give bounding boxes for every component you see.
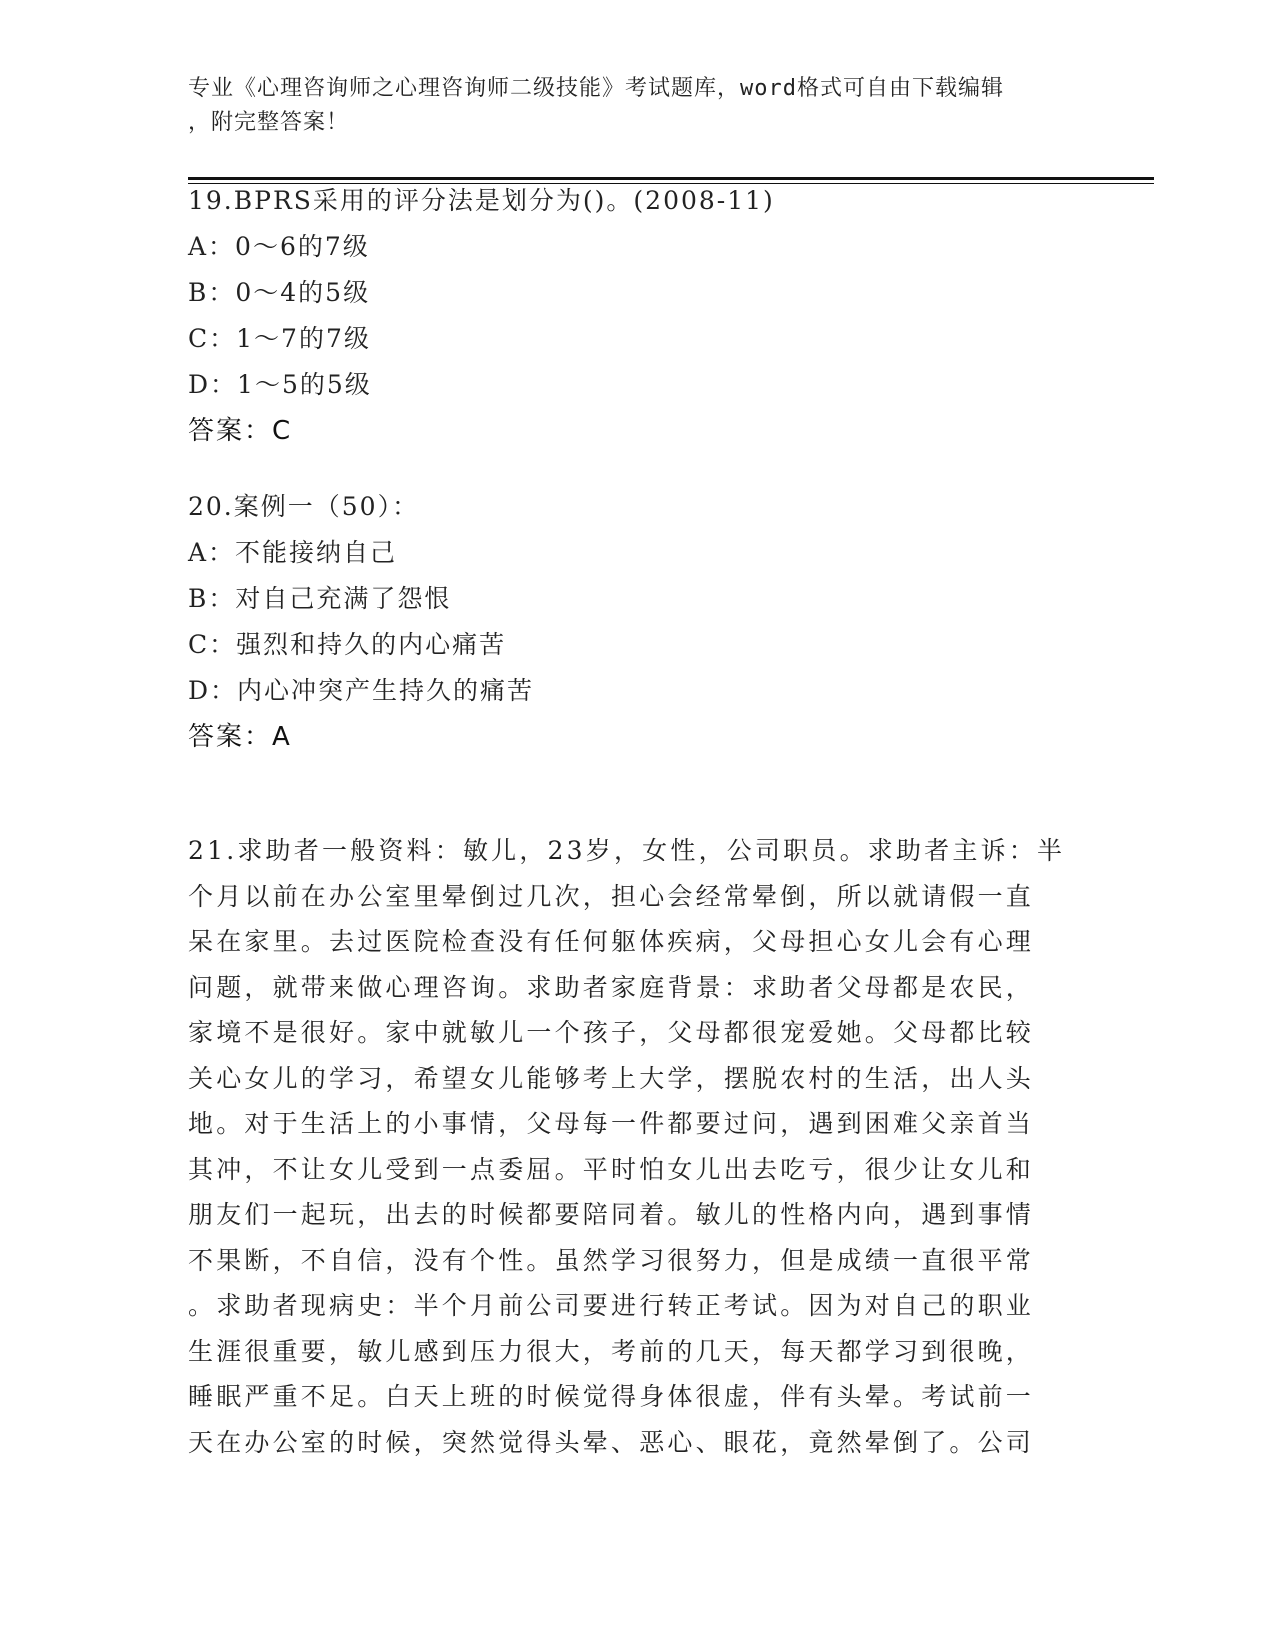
header-line-2: ，附完整答案！ (188, 110, 350, 135)
option-d: D：内心冲突产生持久的痛苦 (188, 676, 535, 705)
answer-label: 答案：C (188, 416, 293, 446)
option-c: C：强烈和持久的内心痛苦 (188, 630, 507, 659)
case-line: 关心女儿的学习，希望女儿能够考上大学，摆脱农村的生活，出人头 (188, 1063, 1035, 1093)
case-line: 。求助者现病史：半个月前公司要进行转正考试。因为对自己的职业 (188, 1291, 1035, 1320)
case-line: 天在办公室的时候，突然觉得头晕、恶心、眼花，竟然晕倒了。公司 (188, 1427, 1035, 1457)
question-21-case-text (188, 828, 1088, 1465)
option-b: B：对自己充满了怨恨 (188, 584, 452, 613)
case-line: 其冲，不让女儿受到一点委屈。平时怕女儿出去吃亏，很少让女儿和 (188, 1154, 1035, 1184)
option-d: D：1～5的5级 (188, 370, 372, 399)
question-stem: 20.案例一（50）： (188, 492, 420, 521)
case-line: 睡眠严重不足。白天上班的时候觉得身体很虚，伴有头晕。考试前一 (188, 1382, 1035, 1411)
case-line: 个月以前在办公室里晕倒过几次，担心会经常晕倒，所以就请假一直 (188, 881, 1035, 911)
header-line-1: 专业《心理咨询师之心理咨询师二级技能》考试题库，word格式可自由下载编辑 (188, 76, 1004, 101)
case-line: 21.求助者一般资料：敏儿，23岁，女性，公司职员。求助者主诉：半 (188, 836, 1066, 865)
question-stem: 19.BPRS采用的评分法是划分为()。(2008-11) (188, 186, 775, 215)
case-line: 不果断，不自信，没有个性。虽然学习很努力，但是成绩一直很平常 (188, 1245, 1035, 1275)
case-line: 问题，就带来做心理咨询。求助者家庭背景：求助者父母都是农民， (188, 972, 1035, 1002)
case-line: 呆在家里。去过医院检查没有任何躯体疾病，父母担心女儿会有心理 (188, 927, 1035, 956)
option-a: A：不能接纳自己 (188, 538, 398, 567)
case-line: 家境不是很好。家中就敏儿一个孩子，父母都很宠爱她。父母都比较 (188, 1018, 1035, 1047)
answer-label: 答案：A (188, 722, 292, 752)
case-line: 地。对于生活上的小事情，父母每一件都要过问，遇到困难父亲首当 (188, 1109, 1035, 1138)
document-header (188, 72, 1068, 140)
question-19 (188, 178, 1088, 454)
option-a: A：0～6的7级 (188, 232, 370, 261)
option-c: C：1～7的7级 (188, 324, 371, 353)
question-20 (188, 484, 1088, 760)
option-b: B：0～4的5级 (188, 278, 371, 307)
case-line: 朋友们一起玩，出去的时候都要陪同着。敏儿的性格内向，遇到事情 (188, 1200, 1035, 1229)
case-line: 生涯很重要，敏儿感到压力很大，考前的几天，每天都学习到很晚， (188, 1336, 1035, 1366)
